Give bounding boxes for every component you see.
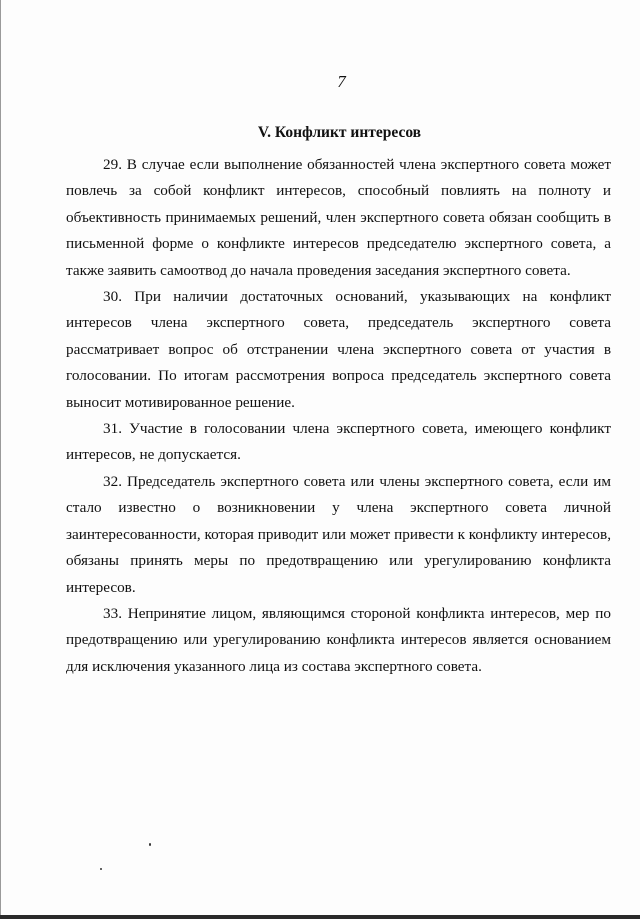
scan-speck [100, 868, 102, 870]
section-title: V. Конфликт интересов [257, 124, 422, 141]
paragraph-32: 32. Председатель экспертного совета или члены экспертного совета, если им стало известно о возникновении у члена экспертного совета личной заинтересованности, которая приводит или может привести к конфликту интересов, обязаны принять меры по предотвращению или урегулированию конфликта интересов. [66, 472, 611, 596]
paragraph-31: 31. Участие в голосовании члена экспертного совета, имеющего конфликт интересов, не допускается. [66, 420, 611, 464]
paragraph-29: 29. В случае если выполнение обязанностей члена экспертного совета может повлечь за собой конфликт интересов, способный повлиять на полноту и объективность принимаемых решений, член экспертного совета обязан сообщить в письменной форме о конфликте интересов председателю экспертного совета, а также заявить самоотвод до начала проведения заседания экспертного совета. [66, 156, 611, 279]
scan-speck [149, 843, 151, 846]
body-text [66, 152, 611, 680]
paragraph-33: 33. Непринятие лицом, являющимся стороной конфликта интересов, мер по предотвращению или урегулированию конфликта интересов является основанием для исключения указанного лица из состава экспертного совета. [66, 604, 611, 675]
paragraph-30: 30. При наличии достаточных оснований, указывающих на конфликт интересов члена экспертного совета, председатель экспертного совета рассматривает вопрос об отстранении члена экспертного совета от участия в голосовании. По итогам рассмотрения вопроса председатель экспертного совета выносит мотивированное решение. [66, 288, 611, 411]
scan-bottom-edge [0, 915, 640, 919]
page-number: 7 [337, 72, 346, 91]
